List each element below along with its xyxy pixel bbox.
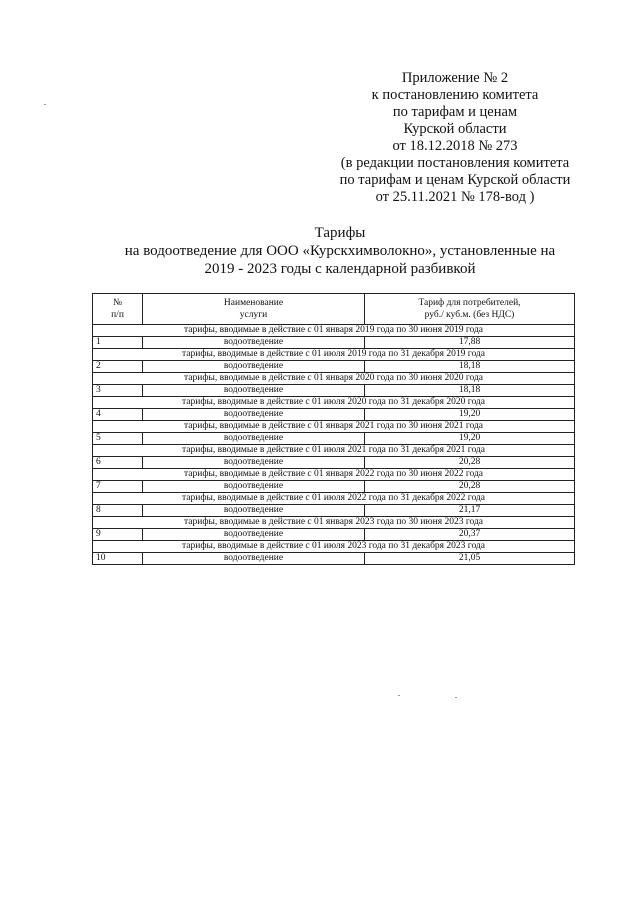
tariff-value-cell: 21,05	[365, 553, 575, 565]
period-row	[93, 493, 575, 505]
table-row	[93, 409, 575, 421]
period-row	[93, 325, 575, 337]
service-cell: водоотведение	[143, 385, 365, 397]
tariff-value-cell: 19,20	[365, 409, 575, 421]
header-line: Курской области	[403, 121, 507, 137]
service-cell: водоотведение	[143, 433, 365, 445]
row-number-cell: 1	[93, 337, 143, 349]
period-row	[93, 373, 575, 385]
table-row	[93, 385, 575, 397]
service-cell: водоотведение	[143, 361, 365, 373]
period-row	[93, 469, 575, 481]
row-number-cell: 3	[93, 385, 143, 397]
scan-speck	[455, 697, 457, 698]
document-title	[100, 224, 580, 278]
period-cell: тарифы, вводимые в действие с 01 июля 2023 года по 31 декабря 2023 года	[93, 541, 575, 553]
header-line: (в редакции постановления комитета	[340, 155, 570, 171]
scan-speck	[44, 104, 46, 105]
tariff-table	[92, 293, 575, 565]
period-cell: тарифы, вводимые в действие с 01 января 2019 года по 30 июня 2019 года	[93, 325, 575, 337]
tariff-value-cell: 19,20	[365, 433, 575, 445]
header-line: к постановлению комитета	[371, 87, 539, 103]
table-body	[93, 325, 575, 565]
title-line: 2019 - 2023 годы с календарной разбивкой	[204, 261, 476, 277]
table-row	[93, 433, 575, 445]
service-cell: водоотведение	[143, 553, 365, 565]
period-row	[93, 421, 575, 433]
period-cell: тарифы, вводимые в действие с 01 июля 2019 года по 31 декабря 2019 года	[93, 349, 575, 361]
column-header-tariff: Тариф для потребителей, руб./ куб.м. (без НДС)	[365, 294, 575, 325]
tariff-value-cell: 20,37	[365, 529, 575, 541]
row-number-cell: 8	[93, 505, 143, 517]
period-cell: тарифы, вводимые в действие с 01 июля 2022 года по 31 декабря 2022 года	[93, 493, 575, 505]
period-row	[93, 445, 575, 457]
tariff-value-cell: 21,17	[365, 505, 575, 517]
table-row	[93, 481, 575, 493]
row-number-cell: 2	[93, 361, 143, 373]
table-row	[93, 553, 575, 565]
table-row	[93, 361, 575, 373]
table-header-row	[93, 294, 575, 325]
period-cell: тарифы, вводимые в действие с 01 января 2021 года по 30 июня 2021 года	[93, 421, 575, 433]
tariff-value-cell: 20,28	[365, 457, 575, 469]
service-cell: водоотведение	[143, 337, 365, 349]
column-header-service: Наименование услуги	[143, 294, 365, 325]
row-number-cell: 6	[93, 457, 143, 469]
period-row	[93, 349, 575, 361]
column-header-number: № п/п	[93, 294, 143, 325]
row-number-cell: 9	[93, 529, 143, 541]
row-number-cell: 5	[93, 433, 143, 445]
title-line: Тарифы	[314, 225, 366, 241]
period-cell: тарифы, вводимые в действие с 01 июля 2021 года по 31 декабря 2021 года	[93, 445, 575, 457]
tariff-value-cell: 18,18	[365, 361, 575, 373]
header-line: Приложение № 2	[401, 70, 509, 86]
period-cell: тарифы, вводимые в действие с 01 января 2022 года по 30 июня 2022 года	[93, 469, 575, 481]
tariff-value-cell: 18,18	[365, 385, 575, 397]
service-cell: водоотведение	[143, 481, 365, 493]
row-number-cell: 7	[93, 481, 143, 493]
header-line: от 18.12.2018 № 273	[392, 138, 518, 154]
table-row	[93, 529, 575, 541]
service-cell: водоотведение	[143, 409, 365, 421]
scan-speck	[398, 695, 400, 696]
table-row	[93, 505, 575, 517]
period-cell: тарифы, вводимые в действие с 01 января 2023 года по 30 июня 2023 года	[93, 517, 575, 529]
tariff-value-cell: 20,28	[365, 481, 575, 493]
table-row	[93, 457, 575, 469]
service-cell: водоотведение	[143, 457, 365, 469]
period-cell: тарифы, вводимые в действие с 01 января 2020 года по 30 июня 2020 года	[93, 373, 575, 385]
period-row	[93, 541, 575, 553]
row-number-cell: 4	[93, 409, 143, 421]
header-line: по тарифам и ценам	[392, 104, 518, 120]
header-line: от 25.11.2021 № 178-вод )	[375, 189, 535, 205]
header-line: по тарифам и ценам Курской области	[339, 172, 571, 188]
title-line: на водоотведение для ООО «Курскхимволокно», установленные на	[124, 243, 556, 259]
table-row	[93, 337, 575, 349]
row-number-cell: 10	[93, 553, 143, 565]
tariff-value-cell: 17,88	[365, 337, 575, 349]
period-cell: тарифы, вводимые в действие с 01 июля 2020 года по 31 декабря 2020 года	[93, 397, 575, 409]
service-cell: водоотведение	[143, 529, 365, 541]
period-row	[93, 517, 575, 529]
period-row	[93, 397, 575, 409]
appendix-header	[320, 70, 590, 206]
service-cell: водоотведение	[143, 505, 365, 517]
